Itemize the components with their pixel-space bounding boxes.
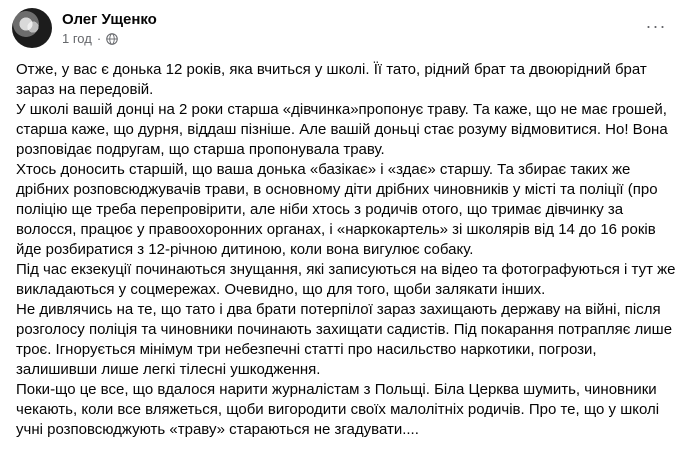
more-options-button[interactable]: ···	[645, 15, 667, 36]
author-avatar[interactable]	[12, 8, 52, 48]
post-paragraph: У школі вашій донці на 2 роки старша «дівчинка»пропонує траву. Та каже, що не має грошей, старша каже, що дурня, віддаш пізніше. Але вашій доньці стає розуму відмовитися. Но! Вона розповідає подругам, що старша пропонувала траву.	[16, 101, 668, 158]
author-name[interactable]: Олег Ущенко	[62, 11, 157, 28]
post-paragraph: Поки-що це все, що вдалося нарити журналістам з Польщі. Біла Церква шумить, чиновники чекають, коли все вляжеться, щоби вигородити своїх малолітніх родичів. Про те, що у школі учні розповсюджують «траву» стараються не згадувати....	[16, 381, 660, 438]
globe-icon[interactable]	[106, 33, 118, 45]
post-meta	[62, 10, 157, 48]
post-paragraph: Під час екзекуції починаються знущання, які записуються на відео та фотографуються і тут же викладаються у соцмережах. Очевидно, що для того, щоби залякати інших.	[16, 261, 676, 298]
post-text	[16, 60, 676, 440]
post-paragraph: Отже, у вас є донька 12 років, яка вчиться у школі. Її тато, рідний брат та двоюрідний брат зараз на передовій.	[16, 61, 647, 98]
separator-dot: ·	[96, 31, 102, 46]
post-time[interactable]: 1 год	[62, 31, 92, 46]
post-paragraph: Хтось доносить старшій, що ваша донька «базікає» і «здає» старшу. Та збирає таких же дрібних розповсюджувачів трави, в основному діти дрібних чиновників у місті та поліції (про поліцію ще треба перепровірити, але ніби хтось з родичів отого, що тримає дівчинку за волосся, працює у правоохоронних органах, і «наркокартель» зі школярів від 14 до 16 років йде розбиратися з 12-річною дитиною, коли вона вигулює собаку.	[16, 161, 658, 258]
post-header	[12, 8, 157, 48]
post-paragraph: Не дивлячись на те, що тато і два брати потерпілої зараз захищають державу на війні, після розголосу поліція та чиновники починають захищати садистів. Під покарання потрапляє лише троє. Ігнорується мінімум три небезпечні статті про насильство наркотики, погрози, залишивши лише легкі тілесні ушкодження.	[16, 301, 673, 378]
post-subline	[62, 30, 157, 48]
